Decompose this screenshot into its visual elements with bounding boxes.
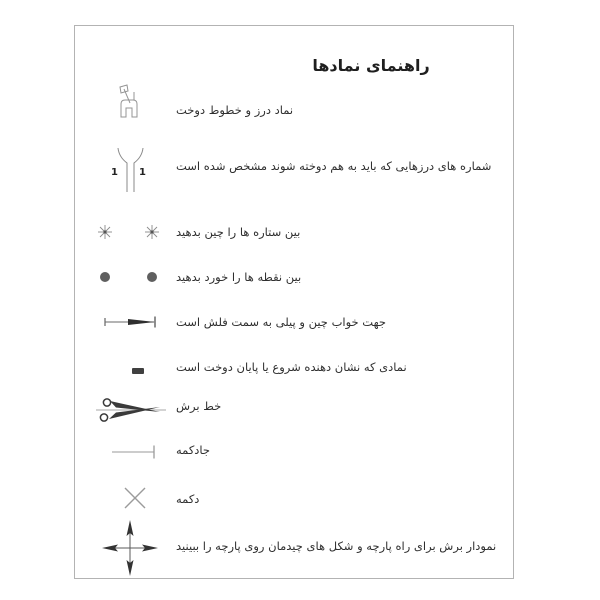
legend-label-seam-numbers: شماره های درزهایی که باید به هم دوخته شوند مشخص شده است (176, 159, 492, 173)
gather-star-icon (144, 224, 160, 240)
legend-label-buttonhole: جادکمه (176, 443, 211, 457)
pleat-direction-arrow-icon (102, 315, 158, 329)
cut-line-scissors-icon (96, 397, 166, 423)
presser-foot-icon (114, 84, 140, 120)
seam-number-label-left: 1 (111, 167, 118, 178)
legend-label-seam-lines: نماد درز و خطوط دوخت (176, 103, 294, 117)
buttonhole-icon (110, 444, 158, 460)
seam-number-label-right: 1 (139, 167, 146, 178)
legend-label-pleat-direction: جهت خواب چین و پیلی به سمت فلش است (176, 315, 386, 329)
ease-dot-icon (100, 272, 110, 282)
gather-star-icon (97, 224, 113, 240)
ease-dot-icon (147, 272, 157, 282)
stitch-start-end-icon (132, 368, 144, 374)
legend-label-grainline: نمودار برش برای راه پارچه و شکل های چیدمان روی پارچه را ببینید (176, 539, 497, 553)
legend-label-cut-line: خط برش (176, 399, 222, 413)
legend-label-gather-stars: بین ستاره ها را چین بدهید (176, 225, 301, 239)
page-title: راهنمای نمادها (312, 56, 430, 75)
legend-label-ease-dots: بین نقطه ها را خورد بدهید (176, 270, 302, 284)
button-x-icon (123, 486, 147, 510)
legend-label-button: دکمه (176, 492, 200, 506)
seam-number-notch-icon (110, 146, 148, 194)
grainline-arrows-icon (100, 518, 160, 578)
legend-label-stitch-start-end: نمادی که نشان دهنده شروع یا پایان دوخت است (176, 360, 407, 374)
